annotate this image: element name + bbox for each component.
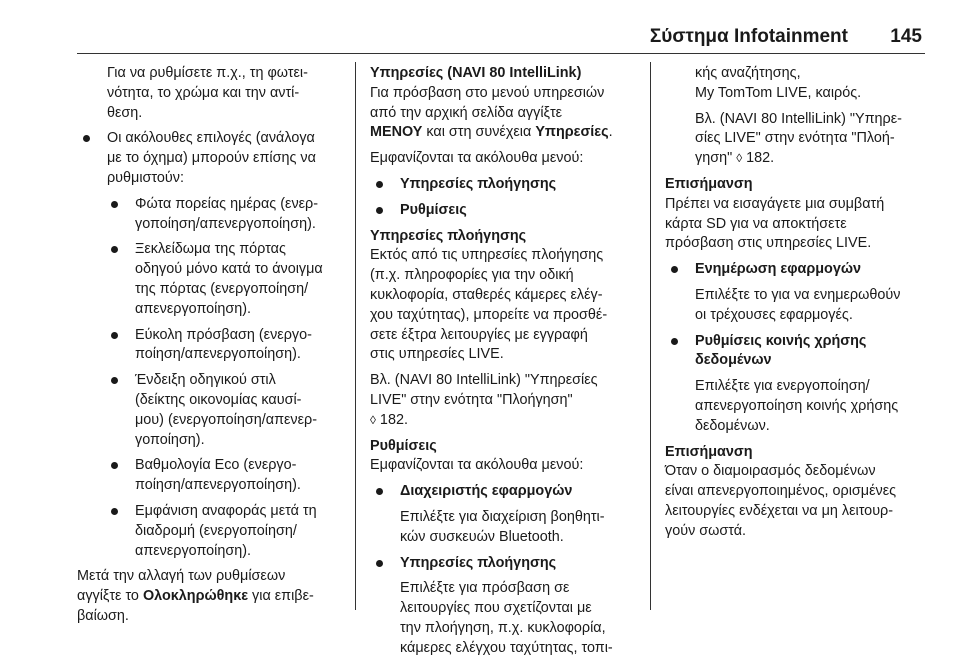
bullet-icon: [376, 560, 383, 567]
list-item: Υπηρεσίες πλοήγησης: [370, 554, 638, 574]
column-divider-2: [650, 62, 651, 610]
bullet-icon: [376, 207, 383, 214]
paragraph: Βλ. (NAVI 80 IntelliLink) "Υπηρε- σίες LIVE" στην ενότητα "Πλοή- γηση" ◊ 182.: [695, 110, 902, 167]
section-heading: Υπηρεσίες πλοήγησης: [370, 227, 527, 244]
paragraph: Επιλέξτε για ενεργοποίηση/ απενεργοποίηση κοινής χρήσης δεδομένων.: [695, 378, 899, 434]
note-heading: Επισήμανση: [665, 443, 753, 460]
section-heading: Υπηρεσίες (NAVI 80 IntelliLink): [370, 65, 582, 81]
column-divider-1: [355, 62, 356, 610]
bullet-icon: [376, 488, 383, 495]
paragraph: Για πρόσβαση στο μενού υπηρεσιών από την αρχική σελίδα αγγίξτε ΜΕΝΟΥ και στη συνέχεια Υπηρεσίες.: [370, 84, 613, 141]
page-reference-icon: ◊: [370, 412, 376, 427]
note-text: Πρέπει να εισαγάγετε μια συμβατή κάρτα SD για να αποκτήσετε πρόσβαση στις υπηρεσίες LIVE.: [665, 195, 885, 252]
note-text: Όταν ο διαμοιρασμός δεδομένων είναι απενεργοποιημένος, ορισμένες λειτουργίες ενδέχεται να μη λειτουρ- γούν σωστά.: [665, 463, 897, 539]
bullet-icon: [111, 201, 118, 208]
bullet-icon: [111, 332, 118, 339]
note-heading: Επισήμανση: [665, 175, 753, 192]
paragraph: κής αναζήτησης, My TomTom LIVE, καιρός.: [695, 65, 862, 101]
bullet-icon: [376, 181, 383, 188]
list-item: Ενημέρωση εφαρμογών: [665, 260, 927, 280]
list-item: Ρυθμίσεις κοινής χρήσης δεδομένων: [665, 332, 927, 372]
after-paragraph: Μετά την αλλαγή των ρυθμίσεων αγγίξτε το Ολοκληρώθηκε για επιβε- βαίωση.: [77, 568, 314, 624]
list-item: Διαχειριστής εφαρμογών: [370, 482, 638, 502]
list-item: Ξεκλείδωμα της πόρτας οδηγού μόνο κατά το άνοιγμα της πόρτας (ενεργοποίηση/ απενεργοποίηση).: [77, 240, 345, 319]
column-2: [370, 64, 638, 665]
paragraph: Εμφανίζονται τα ακόλουθα μενού:: [370, 150, 584, 167]
bullet-icon: [671, 266, 678, 273]
paragraph: Βλ. (NAVI 80 IntelliLink) "Υπηρεσίες LIVE" στην ενότητα "Πλοήγηση" ◊ 182.: [370, 372, 598, 428]
paragraph: Επιλέξτε για πρόσβαση σε λειτουργίες που σχετίζονται με την πλοήγηση, π.χ. κυκλοφορία, κάμερες ελέγχου ταχύτητας, τοπι-: [400, 580, 613, 656]
bullet-icon: [83, 135, 90, 142]
column-3: [665, 64, 927, 548]
bullet-icon: [111, 246, 118, 253]
intro-paragraph: Για να ρυθμίσετε π.χ., τη φωτει- νότητα, το χρώμα και την αντί- θεση.: [107, 65, 308, 121]
page-reference-icon: ◊: [736, 151, 743, 166]
bullet-icon: [111, 508, 118, 515]
page-header: [0, 0, 960, 58]
section-heading: Ρυθμίσεις: [370, 437, 437, 454]
list-item: Εμφάνιση αναφοράς μετά τη διαδρομή (ενεργοποίηση/ απενεργοποίηση).: [77, 502, 345, 561]
header-rule: [77, 53, 925, 54]
bullet-icon: [111, 462, 118, 469]
list-item: Ρυθμίσεις: [370, 201, 638, 221]
list-item: Φώτα πορείας ημέρας (ενερ- γοποίηση/απενεργοποίηση).: [77, 195, 345, 235]
paragraph: Εμφανίζονται τα ακόλουθα μενού:: [370, 457, 584, 474]
list-item: Βαθμολογία Eco (ενεργο- ποίηση/απενεργοποίηση).: [77, 456, 345, 496]
bullet-icon: [671, 338, 678, 345]
paragraph: Επιλέξτε το για να ενημερωθούν οι τρέχουσες εφαρμογές.: [695, 286, 901, 323]
paragraph: Εκτός από τις υπηρεσίες πλοήγησης (π.χ. πληροφορίες για την οδική κυκλοφορία, σταθερές κάμερες ελέγ- χου ταχύτητας), μπορείτε να προσθέ- σετε έξτρα λειτουργίες με εγγραφή στις υπηρεσίες LIVE.: [370, 247, 608, 363]
bullet-icon: [111, 377, 118, 384]
paragraph: Επιλέξτε για διαχείριση βοηθητι- κών συσκευών Bluetooth.: [400, 508, 605, 545]
column-1: [77, 64, 345, 633]
list-item: Οι ακόλουθες επιλογές (ανάλογα με το όχημα) μπορούν επίσης να ρυθμιστούν:: [77, 129, 345, 188]
page-number: 145: [890, 26, 922, 47]
list-item: Εύκολη πρόσβαση (ενεργο- ποίηση/απενεργοποίηση).: [77, 326, 345, 366]
list-item: Υπηρεσίες πλοήγησης: [370, 175, 638, 195]
list-item: Ένδειξη οδηγικού στιλ (δείκτης οικονομίας καυσί- μου) (ενεργοποίηση/απενερ- γοποίηση).: [77, 371, 345, 450]
page-title: Σύστημα Infotainment: [649, 26, 848, 47]
